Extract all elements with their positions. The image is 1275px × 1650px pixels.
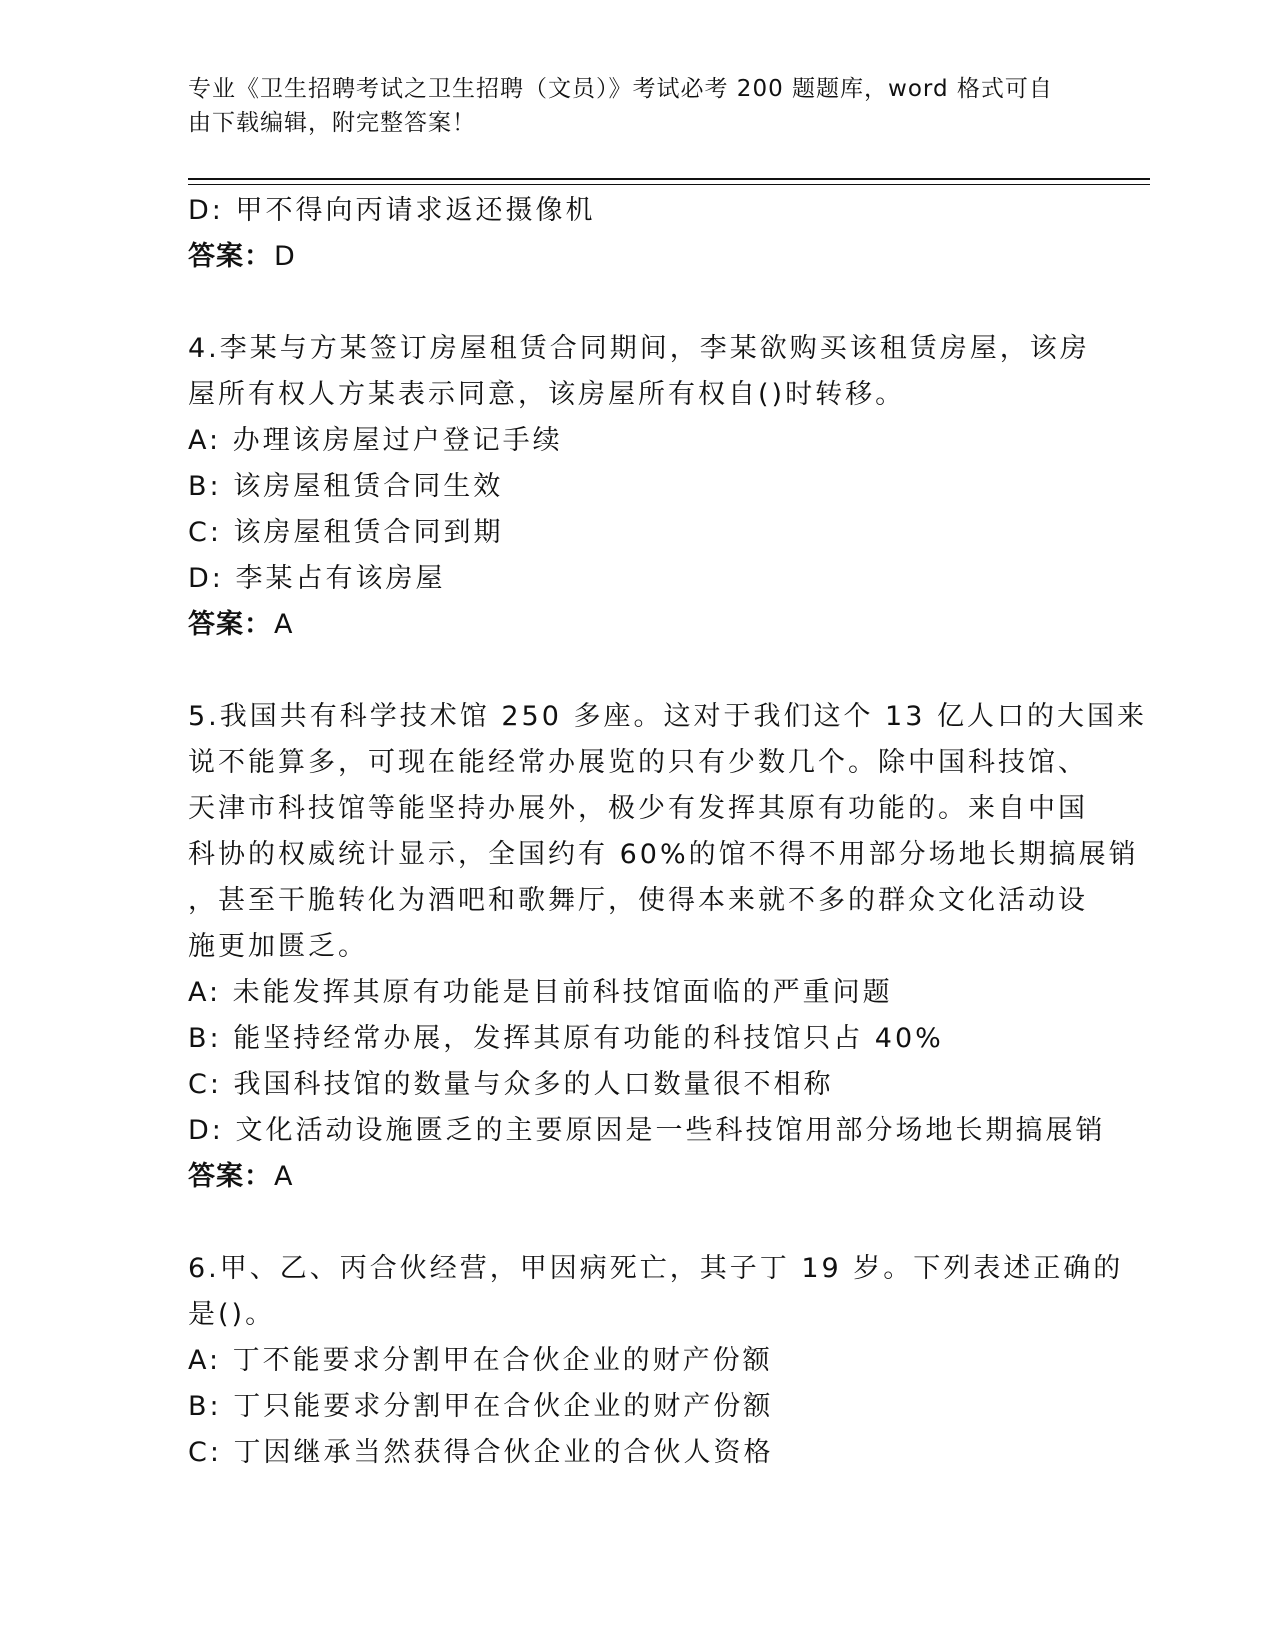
header-divider [188,178,1150,180]
option-b: B: 丁只能要求分割甲在合伙企业的财产份额 [188,1391,774,1422]
option-c: C: 丁因继承当然获得合伙企业的合伙人资格 [188,1437,774,1468]
question-stem-line: 4.李某与方某签订房屋租赁合同期间，李某欲购买该租赁房屋，该房 [188,333,1090,364]
option-c: C: 该房屋租赁合同到期 [188,517,504,548]
option-c: C: 我国科技馆的数量与众多的人口数量很不相称 [188,1069,834,1100]
answer-line [188,234,1088,280]
option-a: A: 办理该房屋过户登记手续 [188,425,563,456]
question-5 [188,694,1147,1200]
answer-label: 答案： [188,609,272,640]
question-stem-line: 6.甲、乙、丙合伙经营，甲因病死亡，其子丁 19 岁。下列表述正确的 [188,1253,1124,1284]
option-b: B: 该房屋租赁合同生效 [188,471,504,502]
option-a: A: 丁不能要求分割甲在合伙企业的财产份额 [188,1345,773,1376]
header-divider-thin [188,184,1150,185]
answer-value: D [274,241,296,272]
question-stem-line: 屋所有权人方某表示同意，该房屋所有权自()时转移。 [188,379,906,410]
header-line-1: 专业《卫生招聘考试之卫生招聘（文员）》考试必考 200 题题库，word 格式可自 [188,76,1053,102]
option-d: D: 李某占有该房屋 [188,563,446,594]
answer-label: 答案： [188,1161,272,1192]
answer-line [188,1154,1088,1200]
option-a: A: 未能发挥其原有功能是目前科技馆面临的严重问题 [188,977,893,1008]
answer-label: 答案： [188,241,272,272]
question-stem-line: 天津市科技馆等能坚持办展外，极少有发挥其原有功能的。来自中国 [188,793,1088,824]
answer-line [188,602,1088,648]
question-stem-line: 5.我国共有科学技术馆 250 多座。这对于我们这个 13 亿人口的大国来 [188,701,1147,732]
question-stem-line: 施更加匮乏。 [188,931,368,962]
question-6 [188,1246,1124,1476]
document-body [188,188,1147,1476]
option-d: D: 甲不得向丙请求返还摄像机 [188,195,596,226]
header-line-2: 由下载编辑，附完整答案！ [188,110,476,136]
question-4 [188,326,1088,648]
answer-value: A [274,609,294,640]
question-stem-line: 科协的权威统计显示，全国约有 60%的馆不得不用部分场地长期搞展销 [188,839,1139,870]
question-stem-line: ，甚至干脆转化为酒吧和歌舞厅，使得本来就不多的群众文化活动设 [188,885,1088,916]
question-stem-line: 说不能算多，可现在能经常办展览的只有少数几个。除中国科技馆、 [188,747,1088,778]
document-header [188,72,1088,140]
question-stem-line: 是()。 [188,1299,276,1330]
option-b: B: 能坚持经常办展，发挥其原有功能的科技馆只占 40% [188,1023,944,1054]
answer-value: A [274,1161,294,1192]
option-d: D: 文化活动设施匮乏的主要原因是一些科技馆用部分场地长期搞展销 [188,1115,1106,1146]
